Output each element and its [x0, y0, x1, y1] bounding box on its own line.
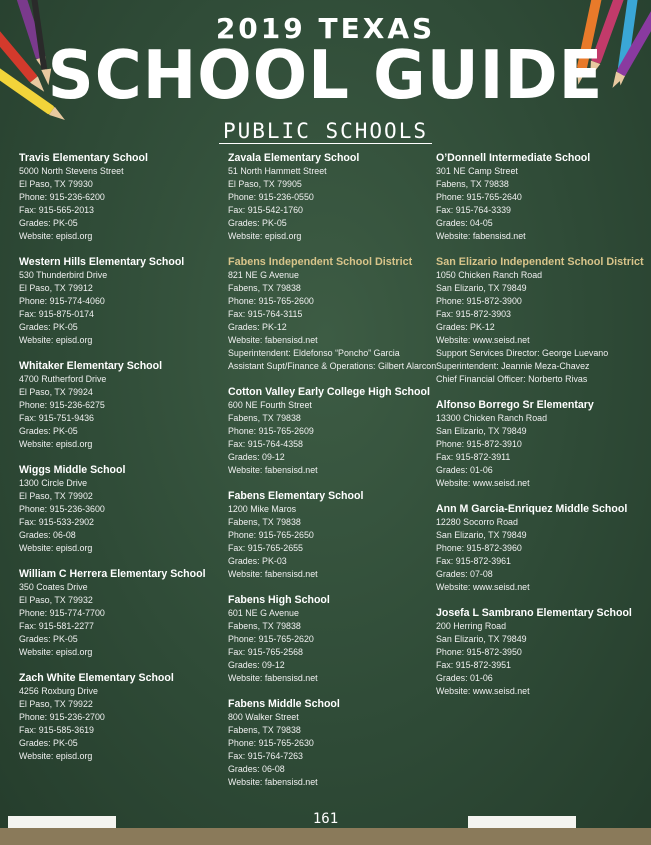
- school-detail-line: San Elizario, TX 79849: [436, 634, 527, 644]
- school-detail-line: Website: fabensisd.net: [436, 231, 526, 241]
- school-detail-line: Website: episd.org: [228, 231, 302, 241]
- district-entry: [228, 256, 438, 373]
- school-entry: [436, 607, 646, 698]
- school-entry: [228, 490, 438, 581]
- school-detail-line: 5000 North Stevens Street: [19, 166, 124, 176]
- school-detail-line: Website: fabensisd.net: [228, 569, 318, 579]
- column-2: [228, 152, 438, 802]
- school-name: Fabens High School: [228, 594, 330, 606]
- school-detail-line: Grades: PK-12: [228, 322, 287, 332]
- school-detail-line: Website: fabensisd.net: [228, 335, 318, 345]
- column-1: [19, 152, 229, 776]
- school-detail-line: Website: www.seisd.net: [436, 478, 530, 488]
- school-detail-line: 200 Herring Road: [436, 621, 507, 631]
- school-detail-line: Fax: 915-764-7263: [228, 751, 303, 761]
- school-detail-line: San Elizario, TX 79849: [436, 530, 527, 540]
- school-detail-line: Phone: 915-236-0550: [228, 192, 314, 202]
- school-entry: [228, 386, 438, 477]
- school-entry: [19, 152, 229, 243]
- school-detail-line: Website: episd.org: [19, 335, 93, 345]
- school-detail-line: Website: episd.org: [19, 751, 93, 761]
- school-detail-line: Grades: 09-12: [228, 452, 285, 462]
- school-detail-line: El Paso, TX 79912: [19, 283, 93, 293]
- school-entry: [436, 399, 646, 490]
- school-detail-line: Fax: 915-872-3961: [436, 556, 511, 566]
- school-detail-line: Fax: 915-764-3339: [436, 205, 511, 215]
- school-name: Wiggs Middle School: [19, 464, 126, 476]
- school-detail-line: San Elizario, TX 79849: [436, 426, 527, 436]
- school-detail-line: 601 NE G Avenue: [228, 608, 299, 618]
- school-entry: [228, 152, 438, 243]
- school-entry: [436, 503, 646, 594]
- school-detail-line: Fax: 915-542-1760: [228, 205, 303, 215]
- school-detail-line: Phone: 915-765-2600: [228, 296, 314, 306]
- school-detail-line: 800 Walker Street: [228, 712, 299, 722]
- school-detail-line: Fax: 915-875-0174: [19, 309, 94, 319]
- school-detail-line: Grades: PK-05: [19, 738, 78, 748]
- school-detail-line: 4256 Roxburg Drive: [19, 686, 98, 696]
- school-detail-line: Fax: 915-872-3951: [436, 660, 511, 670]
- school-name: Ann M Garcia-Enriquez Middle School: [436, 503, 628, 515]
- school-detail-line: Phone: 915-236-3600: [19, 504, 105, 514]
- school-detail-line: Grades: 09-12: [228, 660, 285, 670]
- school-detail-line: El Paso, TX 79924: [19, 387, 93, 397]
- school-entry: [228, 698, 438, 789]
- school-name: Fabens Elementary School: [228, 490, 364, 502]
- school-detail-line: Grades: PK-12: [436, 322, 495, 332]
- school-detail-line: 13300 Chicken Ranch Road: [436, 413, 548, 423]
- school-detail-line: Phone: 915-872-3910: [436, 439, 522, 449]
- school-detail-line: 51 North Hammett Street: [228, 166, 327, 176]
- school-name: Fabens Middle School: [228, 698, 340, 710]
- header-year: 2019 TEXAS: [215, 12, 436, 45]
- school-detail-line: Grades: 04-05: [436, 218, 493, 228]
- school-detail-line: Grades: PK-05: [228, 218, 287, 228]
- school-detail-line: Website: episd.org: [19, 439, 93, 449]
- school-detail-line: 1200 Mike Maros: [228, 504, 297, 514]
- school-detail-line: Website: episd.org: [19, 231, 93, 241]
- school-detail-line: 4700 Rutherford Drive: [19, 374, 107, 384]
- school-detail-line: Website: episd.org: [19, 543, 93, 553]
- school-detail-line: Phone: 915-765-2609: [228, 426, 314, 436]
- school-detail-line: Fabens, TX 79838: [228, 517, 301, 527]
- school-detail-line: Chief Financial Officer: Norberto Rivas: [436, 374, 588, 384]
- district-entry: [436, 256, 646, 386]
- school-detail-line: Fax: 915-765-2655: [228, 543, 303, 553]
- school-detail-line: Grades: 06-08: [228, 764, 285, 774]
- chalkboard-frame: [0, 828, 651, 845]
- school-detail-line: Grades: 07-08: [436, 569, 493, 579]
- school-detail-line: Fax: 915-585-3619: [19, 725, 94, 735]
- school-entry: [19, 464, 229, 555]
- school-entry: [19, 672, 229, 763]
- school-name: O’Donnell Intermediate School: [436, 152, 591, 164]
- school-entry: [19, 568, 229, 659]
- school-detail-line: Fax: 915-581-2277: [19, 621, 94, 631]
- school-detail-line: 350 Coates Drive: [19, 582, 88, 592]
- school-entry: [436, 152, 646, 243]
- school-detail-line: San Elizario, TX 79849: [436, 283, 527, 293]
- school-detail-line: Phone: 915-236-6200: [19, 192, 105, 202]
- school-detail-line: El Paso, TX 79922: [19, 699, 93, 709]
- school-detail-line: Grades: 01-06: [436, 673, 493, 683]
- school-detail-line: Superintendent: Eldefonso “Poncho” Garcia: [228, 348, 400, 358]
- school-detail-line: Grades: 01-06: [436, 465, 493, 475]
- school-name: William C Herrera Elementary School: [19, 568, 206, 580]
- school-detail-line: Fax: 915-565-2013: [19, 205, 94, 215]
- school-detail-line: Phone: 915-872-3960: [436, 543, 522, 553]
- school-detail-line: Fax: 915-872-3911: [436, 452, 511, 462]
- school-detail-line: 12280 Socorro Road: [436, 517, 518, 527]
- school-detail-line: Website: fabensisd.net: [228, 465, 318, 475]
- school-detail-line: Fabens, TX 79838: [228, 413, 301, 423]
- school-detail-line: Phone: 915-236-6275: [19, 400, 105, 410]
- school-detail-line: Phone: 915-872-3950: [436, 647, 522, 657]
- school-detail-line: Phone: 915-765-2630: [228, 738, 314, 748]
- school-entry: [19, 256, 229, 347]
- school-detail-line: Website: fabensisd.net: [228, 777, 318, 787]
- district-name: Fabens Independent School District: [228, 256, 413, 268]
- school-name: Zach White Elementary School: [19, 672, 174, 684]
- column-3: [436, 152, 646, 711]
- school-name: Western Hills Elementary School: [19, 256, 185, 268]
- school-detail-line: 530 Thunderbird Drive: [19, 270, 108, 280]
- page-title: SCHOOL GUIDE: [47, 37, 604, 115]
- school-detail-line: Fax: 915-872-3903: [436, 309, 511, 319]
- school-detail-line: Superintendent: Jeannie Meza-Chavez: [436, 361, 590, 371]
- school-detail-line: 1050 Chicken Ranch Road: [436, 270, 543, 280]
- school-detail-line: Website: fabensisd.net: [228, 673, 318, 683]
- school-detail-line: Phone: 915-765-2620: [228, 634, 314, 644]
- school-detail-line: Fax: 915-533-2902: [19, 517, 94, 527]
- school-detail-line: El Paso, TX 79902: [19, 491, 93, 501]
- school-detail-line: Grades: PK-05: [19, 634, 78, 644]
- school-detail-line: Website: www.seisd.net: [436, 686, 530, 696]
- school-detail-line: Fax: 915-764-3115: [228, 309, 303, 319]
- school-detail-line: Fabens, TX 79838: [228, 725, 301, 735]
- school-detail-line: Assistant Supt/Finance & Operations: Gilbert Alarcon: [228, 361, 437, 371]
- school-entry: [228, 594, 438, 685]
- school-name: Cotton Valley Early College High School: [228, 386, 430, 398]
- school-detail-line: El Paso, TX 79932: [19, 595, 93, 605]
- school-detail-line: El Paso, TX 79905: [228, 179, 302, 189]
- school-name: Whitaker Elementary School: [19, 360, 163, 372]
- school-detail-line: 1300 Circle Drive: [19, 478, 88, 488]
- school-detail-line: El Paso, TX 79930: [19, 179, 93, 189]
- school-name: Zavala Elementary School: [228, 152, 360, 164]
- school-name: Josefa L Sambrano Elementary School: [436, 607, 632, 619]
- school-detail-line: Grades: 06-08: [19, 530, 76, 540]
- school-detail-line: 600 NE Fourth Street: [228, 400, 312, 410]
- school-detail-line: Grades: PK-03: [228, 556, 287, 566]
- school-detail-line: Fax: 915-751-9436: [19, 413, 94, 423]
- school-detail-line: Website: www.seisd.net: [436, 582, 530, 592]
- school-detail-line: Fabens, TX 79838: [228, 283, 301, 293]
- school-detail-line: Fax: 915-765-2568: [228, 647, 303, 657]
- school-detail-line: Website: www.seisd.net: [436, 335, 530, 345]
- school-detail-line: Phone: 915-774-7700: [19, 608, 105, 618]
- section-subtitle: PUBLIC SCHOOLS: [0, 119, 651, 143]
- school-entry: [19, 360, 229, 451]
- school-detail-line: Grades: PK-05: [19, 218, 78, 228]
- school-detail-line: Phone: 915-765-2650: [228, 530, 314, 540]
- school-detail-line: 301 NE Camp Street: [436, 166, 518, 176]
- school-detail-line: Support Services Director: George Luevano: [436, 348, 609, 358]
- school-detail-line: Phone: 915-236-2700: [19, 712, 105, 722]
- school-name: Alfonso Borrego Sr Elementary: [436, 399, 594, 411]
- school-detail-line: Fabens, TX 79838: [436, 179, 509, 189]
- page-number: 161: [312, 811, 339, 827]
- school-detail-line: Phone: 915-774-4060: [19, 296, 105, 306]
- school-detail-line: Fabens, TX 79838: [228, 621, 301, 631]
- school-detail-line: Grades: PK-05: [19, 322, 78, 332]
- school-detail-line: Phone: 915-872-3900: [436, 296, 522, 306]
- school-detail-line: 821 NE G Avenue: [228, 270, 299, 280]
- school-detail-line: Phone: 915-765-2640: [436, 192, 522, 202]
- school-detail-line: Grades: PK-05: [19, 426, 78, 436]
- district-name: San Elizario Independent School District: [436, 256, 644, 268]
- school-detail-line: Website: episd.org: [19, 647, 93, 657]
- school-name: Travis Elementary School: [19, 152, 148, 164]
- school-detail-line: Fax: 915-764-4358: [228, 439, 303, 449]
